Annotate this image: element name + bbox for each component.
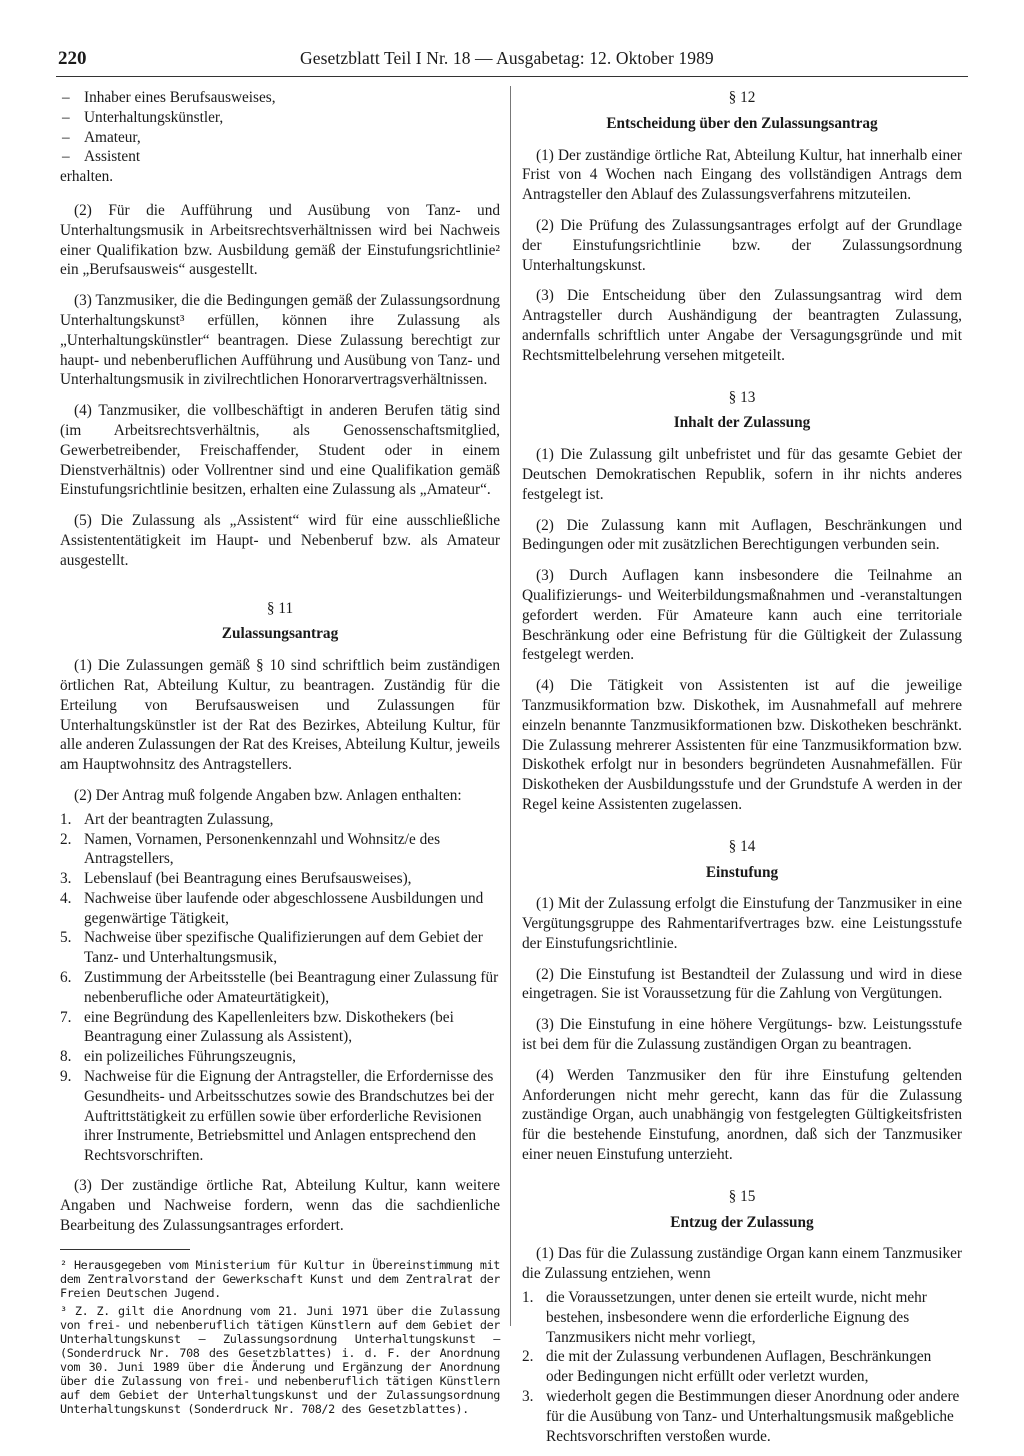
- list-number: 6.: [60, 969, 72, 987]
- list-item: [60, 1047, 500, 1067]
- paragraph: (4) Die Tätigkeit von Assistenten ist auf die jeweilige Tanzmusikformation bzw. Diskothek, im Ausnahmefall auf mehrere einzeln benannte Tanzmusikformationen bzw. Diskotheken beschränkt. Die Zulassung mehrerer Assistenten für eine Tanzmusikformation bzw. Diskothek erfolgt nur in besonders begründeten Ausnahmefällen. Für Diskotheken der Ausbildungsstufe und der Grundstufe A werden in der Regel keine Assistenten zugelassen.: [522, 677, 962, 813]
- list-item: [60, 968, 500, 1008]
- list-item: [522, 1347, 962, 1387]
- paragraph: (2) Die Zulassung kann mit Auflagen, Beschränkungen und Bedingungen oder mit zusätzlichen Berechtigungen verbunden sein.: [522, 516, 962, 554]
- footnote-rule: [60, 1249, 190, 1250]
- paragraph: (3) Die Einstufung in eine höhere Vergütungs- bzw. Leistungsstufe ist bei dem für die Zulassung zuständigen Organ zu beantragen.: [522, 1016, 962, 1054]
- intro-dash-list: [60, 88, 500, 167]
- paragraph: (1) Die Zulassung gilt unbefristet und für das gesamte Gebiet der Deutschen Demokratischen Republik, sofern in ihr nichts anderes festgelegt ist.: [522, 446, 962, 503]
- list-item: [60, 869, 500, 889]
- list-text: die Voraussetzungen, unter denen sie erteilt wurde, nicht mehr bestehen, insbesondere wenn die erforderliche Eignung des Tanzmusikers nicht mehr vorliegt,: [546, 1289, 927, 1346]
- list-number: 3.: [60, 870, 72, 888]
- paragraph: (5) Die Zulassung als „Assistent“ wird für eine ausschließliche Assistententätigkeit im Haupt- und Nebenberuf bzw. als Amateur ausgestellt.: [60, 512, 500, 569]
- paragraph: (4) Tanzmusiker, die vollbeschäftigt in anderen Berufen tätig sind (im Arbeitsrechtsverhältnis, als Genossenschaftsmitglied, Gewerbetreibender, Freischaffender, Student oder in einem Dienstverhältnis) oder Vollrentner sind und eine Qualifikation gemäß Einstufungsrichtlinie besitzen, erhalten eine Zulassung als „Amateur“.: [60, 402, 500, 499]
- list-text: Nachweise über laufende oder abgeschlossene Ausbildungen und gegenwärtige Tätigkeit,: [84, 889, 484, 927]
- paragraph: (1) Die Zulassungen gemäß § 10 sind schriftlich beim zuständigen örtlichen Rat, Abteilung Kultur, zu beantragen. Zuständig für die Erteilung von Berufsausweisen und Zulassungen für Unterhaltungskünstler ist der Rat des Bezirkes, Abteilung Kultur, für alle anderen Zulassungen der Rat des Kreises, Abteilung Kultur, jeweils am Hauptwohnsitz des Antragstellers.: [60, 657, 500, 774]
- list-item: [60, 928, 500, 968]
- list-number: 4.: [60, 889, 72, 907]
- page-number: 220: [58, 48, 87, 69]
- list-number: 7.: [60, 1008, 72, 1026]
- paragraph: (3) Tanzmusiker, die die Bedingungen gemäß der Zulassungsordnung Unterhaltungskunst³ erfüllen, können ihre Zulassung als „Unterhaltungskünstler“ beantragen. Diese Zulassung berechtigt zur haupt- und nebenberuflichen Aufführung und Ausübung von Tanz- und Unterhaltungsmusik in zivilrechtlichen Honorarvertragsverhältnissen.: [60, 292, 500, 389]
- list-text: wiederholt gegen die Bestimmungen dieser Anordnung oder andere für die Ausübung von Tanz- und Unterhaltungsmusik maßgebliche Rechtsvorschriften verstoßen wurde.: [546, 1388, 960, 1445]
- list-item: – Assistent: [60, 147, 500, 167]
- list-item: [60, 810, 500, 830]
- list-number: 2.: [522, 1348, 534, 1366]
- list-number: 1.: [60, 810, 72, 828]
- paragraph: (3) Der zuständige örtliche Rat, Abteilung Kultur, kann weitere Angaben und Nachweise fordern, wenn das die sachdienliche Bearbeitung des Zulassungsantrages erfordert.: [60, 1177, 500, 1234]
- paragraph: (1) Mit der Zulassung erfolgt die Einstufung der Tanzmusiker in eine Vergütungsgruppe des Rahmentarifvertrages bzw. eine Leistungsstufe der Einstufungsrichtlinie.: [522, 895, 962, 952]
- section-number: § 14: [728, 837, 756, 855]
- list-item: – Amateur,: [60, 128, 500, 148]
- section-title: Einstufung: [705, 863, 779, 881]
- list-text: die mit der Zulassung verbundenen Auflagen, Beschränkungen oder Bedingungen nicht erfüllt oder verletzt wurden,: [546, 1348, 932, 1386]
- list-item: [60, 889, 500, 929]
- paragraph: erhalten.: [60, 168, 114, 186]
- list-text: ein polizeiliches Führungszeugnis,: [84, 1048, 296, 1066]
- list-item: [60, 830, 500, 870]
- right-column: [522, 88, 962, 1456]
- revocation-list: [522, 1288, 962, 1446]
- paragraph: (4) Werden Tanzmusiker den für ihre Einstufung geltenden Anforderungen nicht mehr gerecht, kann das für die Zulassung zuständige Organ, auch unabhängig von festgelegten Gültigkeitsfristen für die bestehende Einstufung, anordnen, daß sich der Tanzmusiker einer neuen Einstufung unterzieht.: [522, 1066, 962, 1164]
- section-title: Zulassungsantrag: [221, 625, 339, 643]
- list-number: 9.: [60, 1068, 72, 1086]
- paragraph: (1) Der zuständige örtliche Rat, Abteilung Kultur, hat innerhalb einer Frist von 4 Wochen nach Eingang des vollständigen Antrags dem Antragsteller den Ablauf des Zulassungsverfahrens mitzuteilen.: [522, 146, 962, 204]
- list-item: [60, 1067, 500, 1166]
- list-number: 5.: [60, 929, 72, 947]
- column-divider: [510, 86, 511, 1326]
- list-text: Art der beantragten Zulassung,: [84, 810, 274, 828]
- list-number: 1.: [522, 1289, 534, 1307]
- paragraph: (3) Durch Auflagen kann insbesondere die Teilnahme an Qualifizierungs- und Weiterbildungsmaßnahmen und -veranstaltungen gefordert werden. Für Amateure kann auch eine territoriale Beschränkung oder eine Befristung für die Gültigkeit der Zulassung festgelegt werden.: [522, 567, 962, 664]
- section-number: § 11: [266, 599, 294, 617]
- list-text: Nachweise für die Eignung der Antragsteller, die Erfordernisse des Gesundheits- und Arbeitsschutzes sowie des Brandschutzes bei der Auftrittstätigkeit zu erfüllen sowie über erforderliche Revisionen ihrer Instrumente, Betriebsmittel und Anlagen entsprechend den Rechtsvorschriften.: [84, 1068, 494, 1165]
- footnote: ² Herausgegeben vom Ministerium für Kultur in Übereinstimmung mit dem Zentralvorstand der Gewerkschaft Kunst und dem Zentralrat der Freien Deutschen Jugend.: [60, 1258, 500, 1301]
- list-text: Namen, Vornamen, Personenkennzahl und Wohnsitz/e des Antragstellers,: [84, 830, 441, 868]
- list-number: 3.: [522, 1388, 534, 1406]
- paragraph: (2) Der Antrag muß folgende Angaben bzw. Anlagen enthalten:: [74, 786, 462, 804]
- section-number: § 15: [728, 1187, 756, 1205]
- list-text: Zustimmung der Arbeitsstelle (bei Beantragung einer Zulassung für nebenberufliche oder Amateurtätigkeit),: [84, 969, 499, 1006]
- list-item: [522, 1387, 962, 1446]
- list-text: Lebenslauf (bei Beantragung eines Berufsausweises),: [84, 870, 412, 888]
- list-item: [522, 1288, 962, 1347]
- list-item: [60, 1008, 500, 1048]
- list-item: – Unterhaltungskünstler,: [60, 108, 500, 128]
- header-rule: [56, 76, 968, 77]
- requirements-list: [60, 810, 500, 1166]
- paragraph: (3) Die Entscheidung über den Zulassungsantrag wird dem Antragsteller durch Aushändigung der beantragten Zulassung, andernfalls schriftlich unter Angabe der Versagungsgründe und mit Rechtsmittelbelehrung versehen mitgeteilt.: [522, 287, 962, 364]
- list-number: 2.: [60, 830, 72, 848]
- list-text: Nachweise über spezifische Qualifizierungen auf dem Gebiet der Tanz- und Unterhaltungsmusik,: [84, 929, 483, 967]
- section-title: Entscheidung über den Zulassungsantrag: [606, 114, 878, 132]
- section-title: Inhalt der Zulassung: [673, 414, 811, 432]
- paragraph: (2) Für die Aufführung und Ausübung von Tanz- und Unterhaltungsmusik in Arbeitsrechtsverhältnissen wird bei Nachweis einer Qualifikation bzw. Ausbildung gemäß der Einstufungsrichtlinie² ein „Berufsausweis“ ausgestellt.: [60, 201, 500, 279]
- list-number: 8.: [60, 1048, 72, 1066]
- section-number: § 13: [728, 388, 756, 406]
- list-text: eine Begründung des Kapellenleiters bzw. Diskothekers (bei Beantragung einer Zulassung als Assistent),: [84, 1008, 454, 1046]
- left-column: [60, 88, 500, 1420]
- section-number: § 12: [728, 89, 756, 106]
- list-item: – Inhaber eines Berufsausweises,: [60, 88, 500, 108]
- paragraph: (1) Das für die Zulassung zuständige Organ kann einem Tanzmusiker die Zulassung entziehen, wenn: [522, 1245, 962, 1283]
- footnote: ³ Z. Z. gilt die Anordnung vom 21. Juni 1971 über die Zulassung von frei- und nebenberuflich tätigen Künstlern auf dem Gebiet der Unterhaltungskunst — Zulassungsordnung Unterhaltungskunst — (Sonderdruck Nr. 708 des Gesetzblattes) i. d. F. der Anordnung vom 30. Juni 1989 über die Änderung und Ergänzung der Anordnung über die Zulassung von frei- und nebenberuflich tätigen Künstlern auf dem Gebiet der Unterhaltungskunst und der Zulassungsordnung Unterhaltungskunst (Sonderdruck Nr. 708/2 des Gesetzblattes).: [60, 1304, 500, 1417]
- paragraph: (2) Die Einstufung ist Bestandteil der Zulassung und wird in diese eingetragen. Sie ist Voraussetzung für die Zahlung von Vergütungen.: [522, 965, 962, 1003]
- section-title: Entzug der Zulassung: [670, 1213, 814, 1231]
- paragraph: (2) Die Prüfung des Zulassungsantrages erfolgt auf der Grundlage der Einstufungsrichtlinie bzw. der Zulassungsordnung Unterhaltungskunst.: [522, 216, 962, 274]
- running-head: Gesetzblatt Teil I Nr. 18 — Ausgabetag: 12. Oktober 1989: [300, 48, 714, 68]
